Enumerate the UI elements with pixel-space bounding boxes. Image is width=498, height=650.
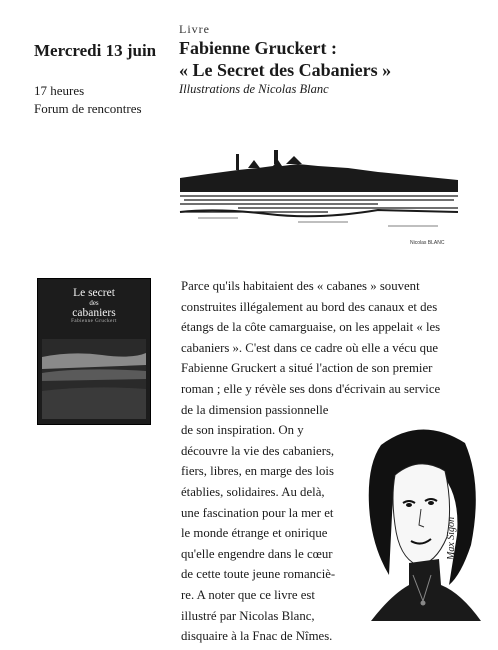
body-line: re. A noter que ce livre est [181,588,315,602]
body-line: de la dimension passionnelle [181,402,329,417]
cover-artwork [42,339,146,419]
body-line: le monde étrange et onirique [181,526,328,541]
cover-title-line1: Le secret [73,287,115,299]
event-date: Mercredi 13 juin [34,41,157,60]
body-line: disquaire à la Fnac de Nîmes. [181,629,333,644]
body-line: roman ; elle y révèle ses dons d'écrivain au service [181,382,441,396]
author-portrait [361,425,483,625]
cover-author: Fabienne Gruckert [71,319,117,324]
body-line: Parce qu'ils habitaient des « cabanes » souvent [181,279,420,293]
body-line: découvre la vie des cabaniers, [181,443,335,458]
body-line: de son inspiration. On y [181,423,304,438]
body-line: qu'elle engendre dans le cœur [181,546,333,561]
section-kicker: Livre [179,22,210,36]
cover-title-line2: des [89,299,99,307]
book-title: « Le Secret des Cabaniers » [179,60,392,80]
body-line: établies, solidaires. Au delà, [181,485,325,499]
body-line: étangs de la côte camarguaise, on les appelait « les [181,320,441,335]
landscape-signature: Nicolas BLANC [410,240,445,246]
body-line: illustré par Nicolas Blanc, [181,608,315,623]
author-name: Fabienne Gruckert : [179,38,337,58]
portrait-credit: Max Sigon [446,516,457,560]
body-line: de cette toute jeune romanciè- [181,567,336,582]
event-time: 17 heures [34,83,85,98]
illustrations-credit: Illustrations de Nicolas Blanc [179,82,329,96]
event-venue: Forum de rencontres [34,101,142,116]
landscape-illustration [178,130,460,248]
cover-title [38,287,150,319]
book-cover [37,278,151,425]
body-line: une fascination pour la mer et [181,505,334,520]
body-line: construites illégalement au bord des canaux et des [181,299,438,314]
body-line: fiers, libres, en marge des lois [181,464,334,479]
cover-title-line3: cabaniers [72,307,116,319]
body-line: cabaniers ». C'est dans ce cadre où elle a vécu que [181,340,439,355]
body-line: Fabienne Gruckert a situé l'action de son premier [181,361,433,376]
